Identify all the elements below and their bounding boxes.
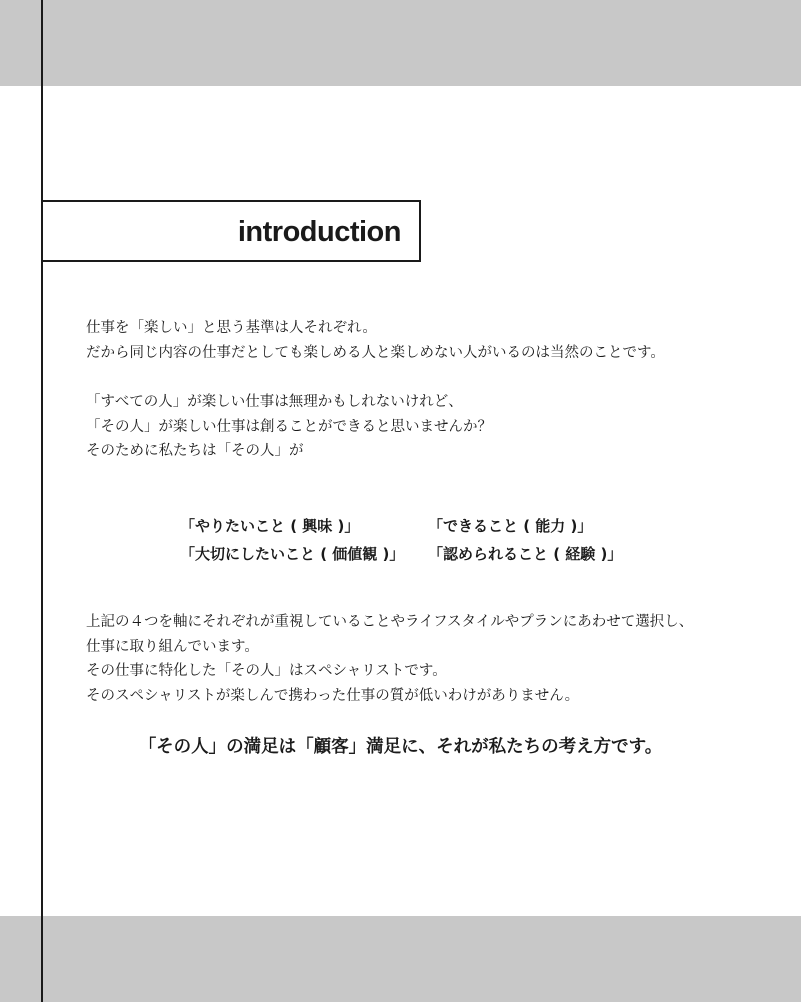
- value-experience: 「認められること ( 経験 )」: [428, 545, 623, 563]
- body-paragraph: [86, 610, 693, 708]
- top-gray-band: [0, 0, 801, 86]
- section-title-box: [41, 200, 421, 262]
- intro-paragraph: [86, 316, 665, 365]
- body-line: そのスペシャリストが楽しんで携わった仕事の質が低いわけがありません。: [86, 687, 580, 704]
- body-line: 仕事に取り組んでいます。: [86, 638, 259, 655]
- middle-line: そのために私たちは「その人」が: [86, 443, 304, 459]
- values-right-column: [428, 512, 622, 568]
- value-interest: 「やりたいこと ( 興味 )」: [180, 517, 360, 535]
- middle-paragraph: [86, 390, 492, 464]
- body-line: 上記の４つを軸にそれぞれが重視していることやライフスタイルやプランにあわせて選択し、: [86, 614, 694, 630]
- middle-line: 「すべての人」が楽しい仕事は無理かもしれないけれど、: [86, 394, 463, 410]
- value-ability: 「できること ( 能力 )」: [428, 517, 593, 535]
- intro-line: だから同じ内容の仕事だとしても楽しめる人と楽しめない人がいるのは当然のことです。: [86, 344, 665, 361]
- values-left-column: [180, 512, 404, 568]
- bottom-gray-band: [0, 916, 801, 1002]
- body-line: その仕事に特化した「その人」はスペシャリストです。: [86, 663, 447, 679]
- intro-line: 仕事を「楽しい」と思う基準は人それぞれ。: [86, 320, 377, 336]
- section-title: introduction: [237, 216, 401, 248]
- middle-line: 「その人」が楽しい仕事は創ることができると思いませんか？: [86, 418, 492, 435]
- vertical-rule: [41, 0, 43, 1002]
- value-sense-of-values: 「大切にしたいこと ( 価値観 )」: [180, 545, 405, 563]
- closing-statement: 「その人」の満足は「顧客」満足に、それが私たちの考え方です。: [138, 737, 663, 757]
